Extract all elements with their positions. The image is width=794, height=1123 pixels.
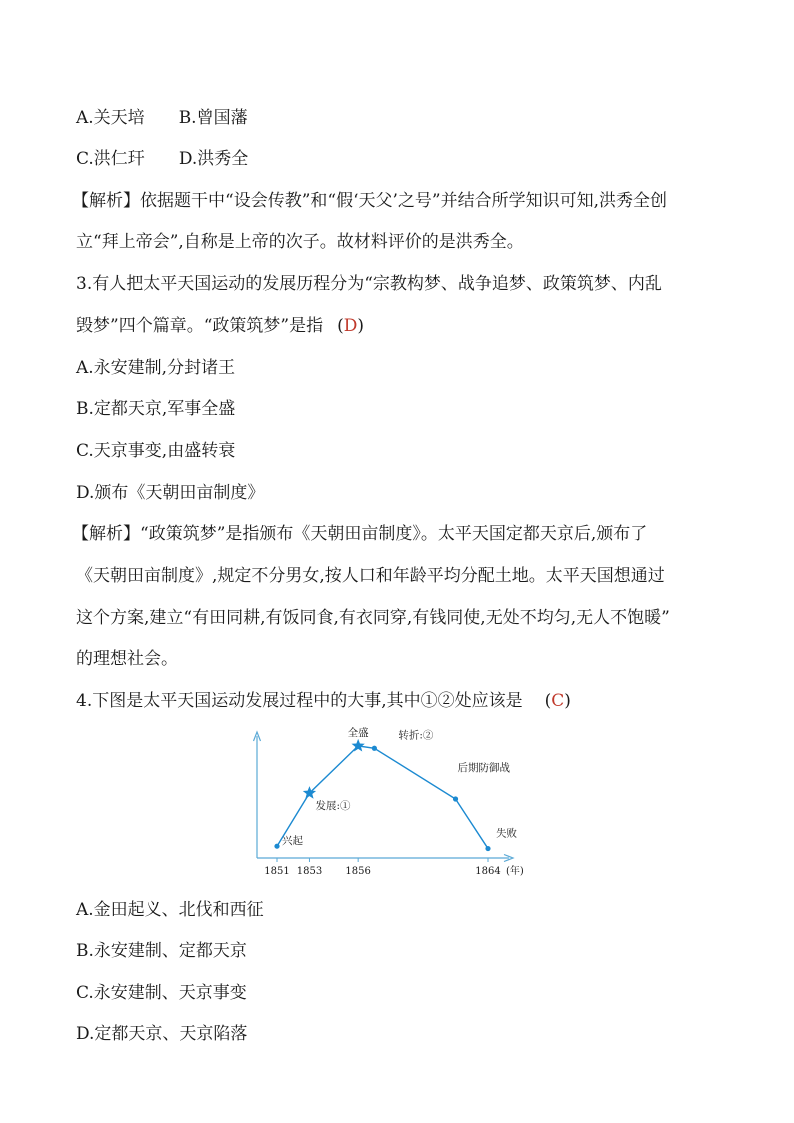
q3-option-c[interactable]: C.天京事变,由盛转衰: [76, 441, 236, 461]
q3-analysis-line-1: [72, 522, 647, 546]
q2-option-b[interactable]: B.曾国藩: [178, 108, 248, 128]
q2-options-row-2: [76, 147, 248, 171]
q2-analysis-text-1: 依据题干中“设会传教”和“假‘天父’之号”并结合所学知识可知,洪秀全创: [140, 191, 667, 211]
q4-stem-text: 4.下图是太平天国运动发展过程中的大事,其中①②处应该是: [76, 691, 523, 711]
q3-analysis-label: 【解析】: [72, 524, 140, 544]
q3-option-a[interactable]: A.永安建制,分封诸王: [76, 358, 236, 378]
q3-stem-line-1: 3.有人把太平天国运动的发展历程分为“宗教构梦、战争追梦、政策筑梦、内乱: [76, 274, 662, 294]
q4-answer: C: [551, 691, 565, 711]
q3-option-b[interactable]: B.定都天京,军事全盛: [76, 399, 236, 419]
q3-analysis-text-1: “政策筑梦”是指颁布《天朝田亩制度》。太平天国定都天京后,颁布了: [140, 524, 648, 544]
q4-answer-paren-open: (: [544, 691, 552, 711]
chart-point-label: 兴起: [282, 835, 303, 848]
q2-option-a[interactable]: A.关天培: [76, 108, 145, 128]
chart-markers: [274, 739, 490, 851]
q4-option-d[interactable]: D.定都天京、天京陷落: [76, 1024, 248, 1044]
q2-analysis-label: 【解析】: [72, 191, 140, 211]
q4-stem: [76, 689, 571, 713]
chart-point-labels: [282, 726, 517, 847]
q3-option-d[interactable]: D.颁布《天朝田亩制度》: [76, 483, 265, 503]
chart-point-label: 发展:①: [315, 800, 351, 813]
q3-answer: D: [343, 316, 358, 336]
q4-option-a[interactable]: A.金田起义、北伐和西征: [76, 900, 264, 920]
chart-x-unit-label: (年): [506, 866, 524, 877]
q2-option-c[interactable]: C.洪仁玕: [76, 149, 145, 169]
q3-answer-paren-close: ): [357, 316, 364, 336]
chart-x-tick-label: 1853: [296, 866, 323, 877]
q4-chart: [245, 726, 545, 885]
chart-point-label: 全盛: [347, 726, 369, 739]
q4-option-b[interactable]: B.永安建制、定都天京: [76, 941, 247, 961]
q3-stem-line-2: [76, 314, 364, 338]
chart-point-marker: [372, 746, 377, 751]
q3-analysis-line-2: 《天朝田亩制度》,规定不分男女,按人口和年龄平均分配土地。太平天国想通过: [76, 566, 665, 586]
chart-point-label: 转折:②: [398, 729, 434, 742]
chart-x-tick-label: 1864: [475, 866, 501, 877]
chart-point-marker: [453, 796, 458, 801]
q4-option-c[interactable]: C.永安建制、天京事变: [76, 983, 247, 1003]
q4-answer-paren-close: ): [564, 691, 571, 711]
q3-stem-text: 毁梦”四个篇章。“政策筑梦”是指: [76, 316, 324, 336]
q2-option-d[interactable]: D.洪秀全: [178, 149, 249, 169]
chart-point-label: 后期防御战: [457, 762, 511, 774]
q2-options-row-1: [76, 106, 248, 130]
chart-point-label: 失败: [496, 827, 517, 840]
chart-x-tick-label: 1851: [264, 866, 290, 877]
chart-point-marker: [485, 846, 490, 851]
chart-x-ticks: [264, 858, 524, 877]
q4-chart-svg: [245, 726, 545, 881]
q3-analysis-line-3: 这个方案,建立“有田同耕,有饭同食,有衣同穿,有钱同使,无处不均匀,无人不饱暖”: [76, 608, 670, 628]
q2-analysis-line-1: [72, 189, 667, 213]
chart-point-marker: [274, 844, 279, 849]
q3-analysis-line-4: 的理想社会。: [76, 649, 178, 669]
q2-analysis-line-2: 立“拜上帝会”,自称是上帝的次子。故材料评价的是洪秀全。: [76, 232, 524, 252]
q3-answer-paren-open: (: [337, 316, 344, 336]
chart-x-tick-label: 1856: [345, 866, 371, 877]
